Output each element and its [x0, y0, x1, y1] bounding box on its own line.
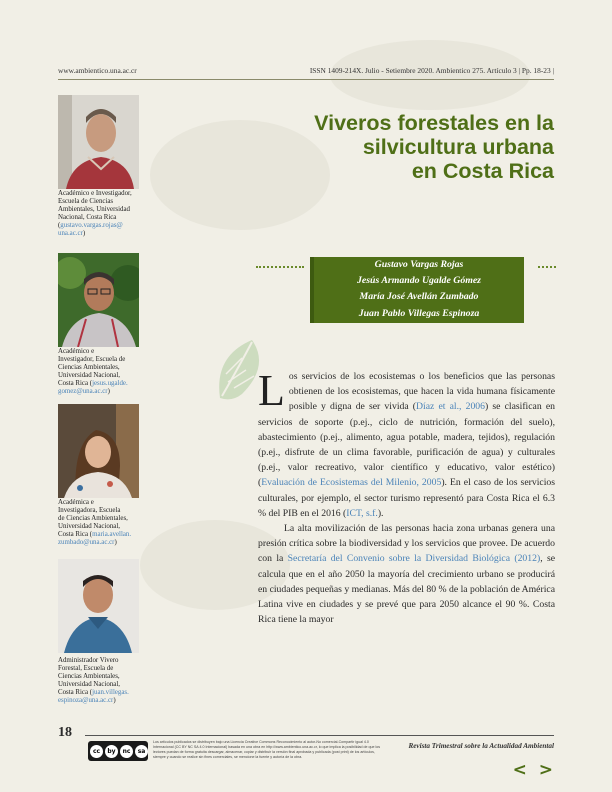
author-email-link[interactable]: gustavo.vargas.rojas@	[60, 222, 123, 230]
author-name: Juan Pablo Villegas Espinoza	[358, 307, 480, 319]
bio-line: Administrador Vivero	[58, 657, 119, 664]
author-photo-4	[58, 559, 139, 653]
title-line: en Costa Rica	[411, 159, 554, 183]
author-name: Jesús Armando Ugalde Gómez	[356, 275, 481, 287]
bio-line: Costa Rica (	[58, 531, 93, 539]
bio-line: Académico e	[58, 348, 95, 355]
nc-icon: nc	[120, 745, 133, 758]
footer-rule	[85, 735, 554, 736]
author-photo-3	[58, 404, 139, 498]
bio-line: Nacional, Costa Rica	[58, 214, 117, 222]
cc-icon: cc	[90, 745, 103, 758]
bio-line: Ambientales, Universidad	[58, 206, 130, 214]
body-text: os servicios de los ecosistemas o los beneficios que las personas obtienen de los ecosistemas, que hacen la vida humana físicamente posible y digna de ser vivida (	[288, 371, 555, 413]
paragraph-1	[258, 366, 555, 521]
citation-link[interactable]: Secretaría del Convenio sobre la Diversidad Biológica (2012)	[287, 553, 541, 565]
bio-line: Universidad Nacional,	[58, 372, 120, 380]
bio-punct: (	[58, 222, 61, 230]
bio-line: Ciencias Ambientales,	[58, 673, 120, 681]
author-bio-1	[58, 190, 158, 239]
paragraph-2	[258, 521, 555, 627]
bio-punct: )	[113, 697, 116, 705]
author-email-link[interactable]: maria.avellan.	[92, 531, 132, 539]
author-email-link[interactable]: gomez@una.ac.cr	[58, 388, 108, 396]
author-email-link[interactable]: zumbado@una.ac.cr	[58, 539, 115, 547]
journal-name: Revista Trimestral sobre la Actualidad Ambiental	[408, 742, 554, 750]
author-name: Gustavo Vargas Rojas	[374, 259, 464, 270]
bio-line: de Ciencias Ambientales,	[58, 515, 128, 523]
author-photo-1	[58, 95, 139, 189]
authors-box	[310, 257, 524, 323]
page-nav-arrows[interactable]: < >	[512, 760, 556, 780]
bio-line: Investigadora, Escuela	[58, 507, 121, 515]
license-text: Los artículos publicados se distribuyen bajo una Licencia Creative Commons Reconocimiento al autor-No comercial-Compartir igual 4.0 Internacional (CC BY NC SA 4.0 Internacional) basada en una obra en http://www.ambientico.una.ac.cr, lo que implica la posibilidad de que los lectores puedan de forma gratuita descargar, almacenar, copiar y distribuir la versión final aprobada y publicada (post print) de los artículos, siempre y cuando se realice sin fines comerciales, se mencione la fuente y autoría de la obra.	[153, 740, 381, 759]
citation-link[interactable]: ICT, s.f.	[346, 507, 378, 519]
bio-line: Escuela de Ciencias	[58, 198, 114, 206]
author-name: María José Avellán Zumbado	[359, 291, 479, 303]
body-text: , se calcula que en el año 2050 la mayoría del crecimiento urbano se producirá en ciudades pequeñas y medianas. Más del 80 % de la población de América Latina vive en ciudades y se prevé que para 2050 alcance el 90 %. Costa Rica tiene la mayor	[258, 553, 556, 626]
journal-website[interactable]: www.ambientico.una.ac.cr	[58, 66, 137, 75]
author-bio-4	[58, 657, 158, 706]
author-photo-2	[58, 253, 139, 347]
dotted-rule-left	[256, 266, 304, 268]
body-text: ).	[377, 507, 384, 519]
title-line: Viveros forestales en la	[314, 111, 554, 135]
by-icon: by	[105, 745, 118, 758]
bio-punct: )	[114, 539, 117, 547]
article-title	[250, 111, 554, 183]
author-bio-3	[58, 499, 158, 548]
citation-link[interactable]: Díaz et al., 2006	[416, 401, 485, 413]
citation-link[interactable]: Evaluación de Ecosistemas del Milenio, 2005	[261, 477, 442, 489]
bio-line: Académico e Investigador,	[58, 190, 132, 197]
author-email-link[interactable]: jesus.ugalde.	[92, 380, 128, 388]
author-email-link[interactable]: juan.villegas.	[92, 689, 129, 697]
page-number: 18	[58, 725, 72, 740]
body-text: ) se clasifican en servicios de soporte (p.ej., ciclo de nutrición, formación del suelo), abastecimiento (p.ej., alimento, agua potable, madera, tejidos), regulación (p.ej., disfrute de un clima favorable, purificación de agua) y culturales (p.ej., valor recreativo, valor científico y educativo, valor estético) (	[258, 401, 555, 489]
bio-line: Universidad Nacional,	[58, 681, 120, 689]
bio-line: Investigador, Escuela de	[58, 356, 126, 364]
drop-cap: L	[258, 366, 285, 415]
bio-line: Forestal, Escuela de	[58, 665, 114, 673]
article-body	[258, 366, 556, 627]
body-text: ). En el caso de los servicios culturales, por ejemplo, el sector turismo representó para Costa Rica el 6.3 % del PIB en el 2016 (	[258, 477, 555, 519]
bio-line: Académica e	[58, 499, 94, 506]
author-email-link[interactable]: una.ac.cr	[58, 230, 83, 238]
body-text: La alta movilización de las personas hacia zona urbanas genera una presión crítica sobre la biodiversidad y los servicios que provee. De acuerdo con la	[258, 523, 555, 565]
issue-info: ISSN 1409-214X. Julio - Setiembre 2020. Ambientico 275. Artículo 3 | Pp. 18-23 |	[309, 66, 554, 75]
bio-line: Costa Rica (	[58, 689, 93, 697]
title-line: silvicultura urbana	[362, 135, 554, 159]
bio-line: Ciencias Ambientales,	[58, 364, 120, 372]
sa-icon: sa	[135, 745, 148, 758]
bio-punct: )	[82, 230, 86, 238]
header-rule	[58, 79, 554, 80]
running-header	[58, 66, 554, 78]
bio-line: Universidad Nacional,	[58, 523, 120, 531]
author-email-link[interactable]: espinoza@una.ac.cr	[58, 697, 114, 705]
bio-punct: )	[107, 388, 110, 396]
bio-line: Costa Rica (	[58, 380, 93, 388]
dotted-rule-right	[538, 266, 556, 268]
author-bio-2	[58, 348, 158, 397]
cc-license-badge[interactable]	[88, 741, 148, 761]
